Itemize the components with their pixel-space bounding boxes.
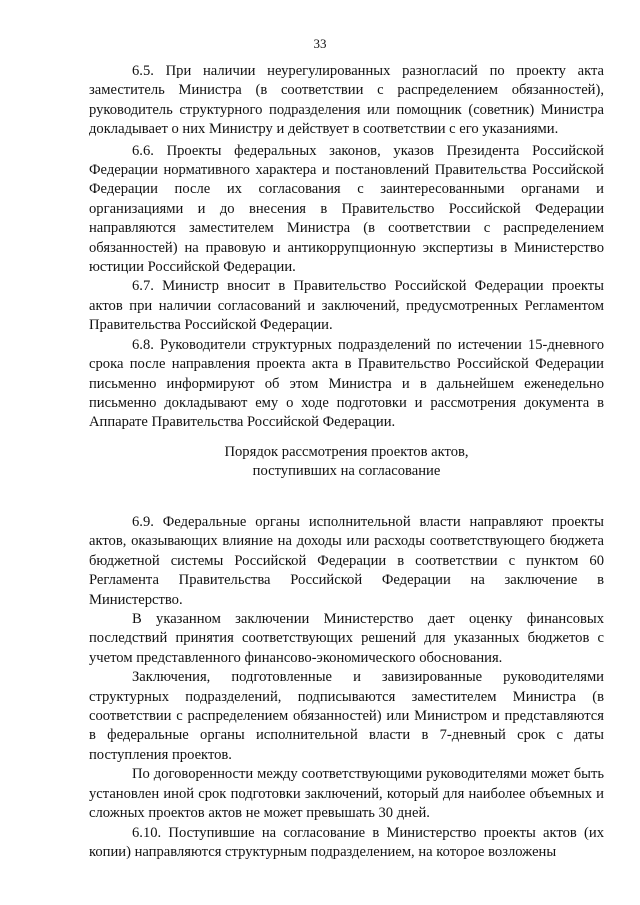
paragraph-6-5: 6.5. При наличии неурегулированных разногласий по проекту акта заместитель Министра (в соответствии с распределением обязанностей), руководитель структурного подразделения или помощник (советник) Министра докладывает о них Министру и действует в соответствии с его указаниями. <box>89 63 604 138</box>
paragraphs-top <box>89 62 604 433</box>
paragraph-agreement: По договоренности между соответствующими руководителями может быть установлен иной срок подготовки заключений, который для наиболее объемных и сложных проектов актов не может превышать 30 дней. <box>89 766 604 822</box>
paragraph-6-7: 6.7. Министр вносит в Правительство Российской Федерации проекты актов при наличии согласований и заключений, предусмотренных Регламентом Правительства Российской Федерации. <box>89 278 604 334</box>
paragraph-6-9: 6.9. Федеральные органы исполнительной власти направляют проекты актов, оказывающих влияние на доходы или расходы соответствующего бюджета бюджетной системы Российской Федерации в соответствии с пунктом 60 Регламента Правительства Российской Федерации на заключение в Министерство. <box>89 514 604 608</box>
paragraph-conclusions-signed: Заключения, подготовленные и завизированные руководителями структурных подразделений, подписываются заместителем Министра (в соответствии с распределением обязанностей) или Министром и представляются в федеральные органы исполнительной власти в 7-дневный срок с даты поступления проектов. <box>89 669 604 763</box>
section-heading-line-1: Порядок рассмотрения проектов актов, <box>224 444 469 460</box>
paragraph-6-6: 6.6. Проекты федеральных законов, указов Президента Российской Федерации нормативного характера и постановлений Правительства Российской Федерации после их согласования с заинтересованными органами и организациями и до внесения в Правительство Российской Федерации направляются заместителем Министра (в соответствии с распределением обязанностей) на правовую и антикоррупционную экспертизы в Министерство юстиции Российской Федерации. <box>89 142 604 276</box>
section-heading <box>89 443 604 482</box>
paragraph-6-10: 6.10. Поступившие на согласование в Министерство проекты актов (их копии) направляются структурным подразделением, на которое возложены <box>89 824 604 860</box>
section-heading-line-2: поступивших на согласование <box>252 463 441 480</box>
paragraphs-bottom <box>89 513 604 862</box>
page-number: 33 <box>313 36 327 51</box>
paragraph-6-8: 6.8. Руководители структурных подразделений по истечении 15-дневного срока после направления проекта акта в Правительство Российской Федерации письменно информируют об этом Министра и в дальнейшем еженедельно письменно докладывают ему о ходе подготовки и рассмотрения документа в Аппарате Правительства Российской Федерации. <box>89 336 604 431</box>
paragraph-conclusion: В указанном заключении Министерство дает оценку финансовых последствий принятия соответствующих решений для указанных бюджетов с учетом представленного финансово-экономического обоснования. <box>89 611 604 666</box>
